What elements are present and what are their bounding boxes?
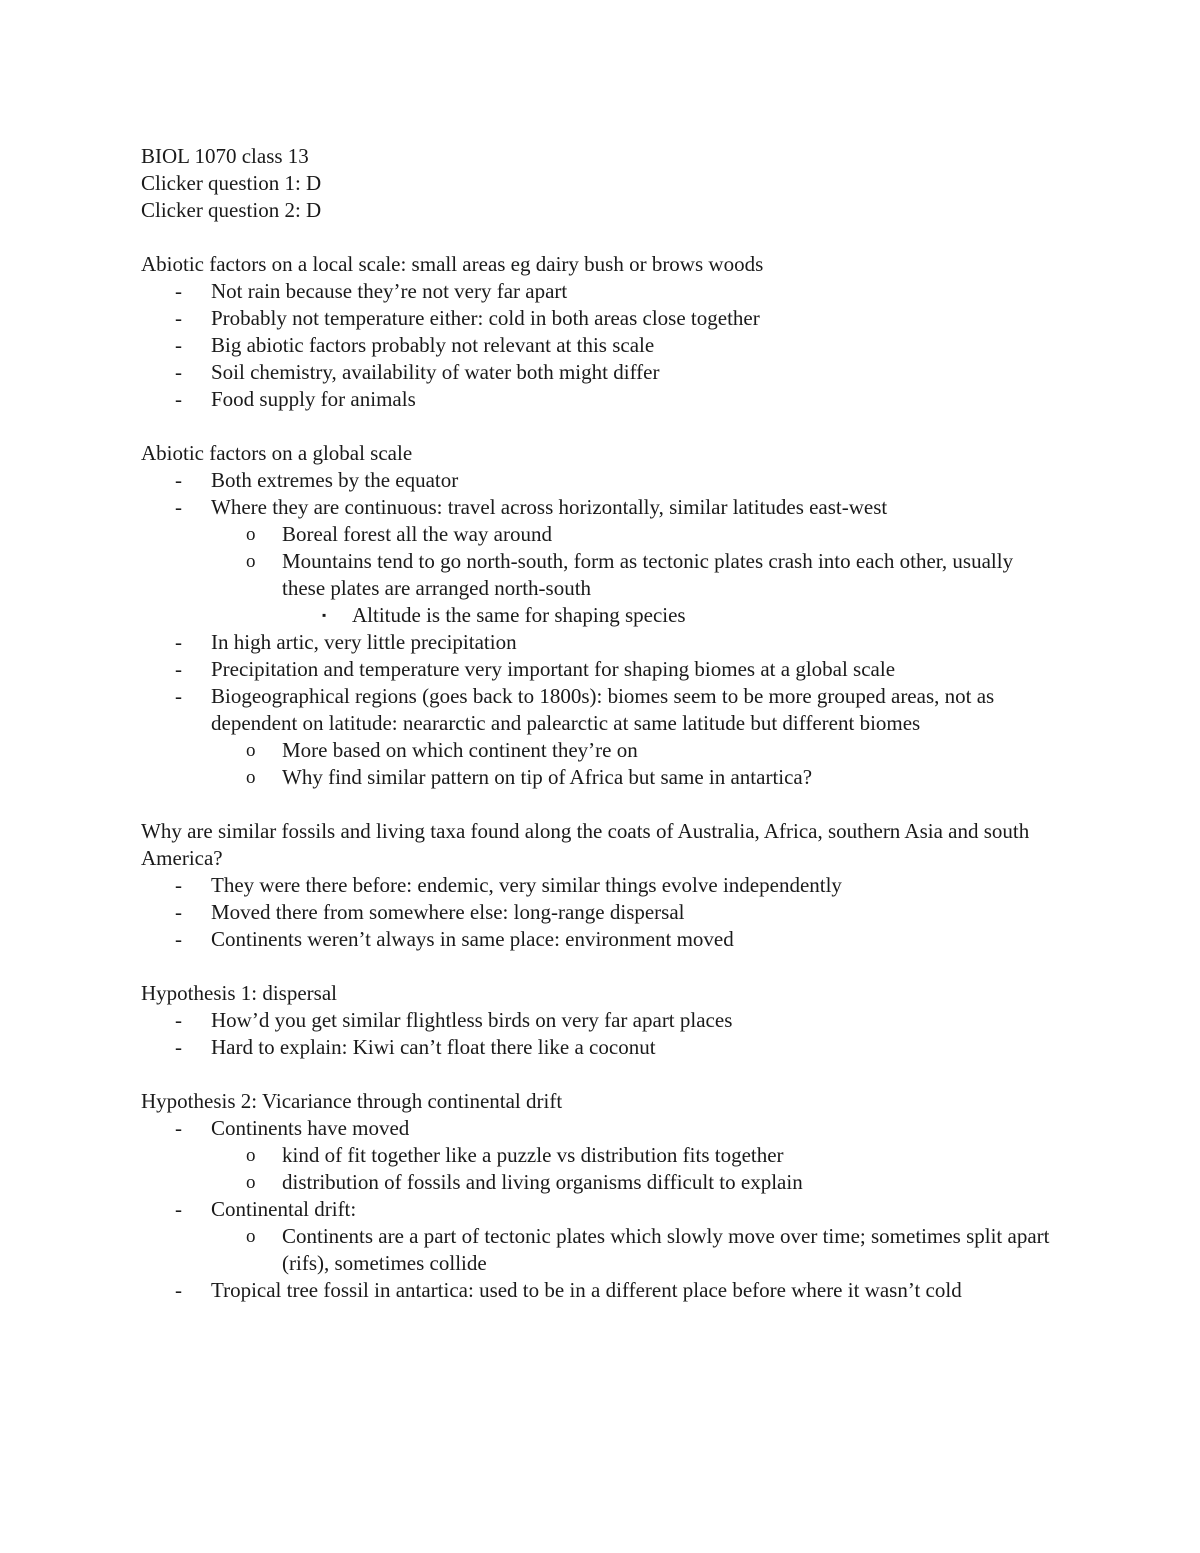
- clicker-section: [141, 170, 1061, 224]
- list-item-text: Soil chemistry, availability of water both might differ: [211, 360, 660, 384]
- section-heading: Why are similar fossils and living taxa found along the coats of Australia, Africa, southern Asia and south America?: [141, 819, 1030, 870]
- list-item-text: How’d you get similar flightless birds on very far apart places: [211, 1008, 733, 1032]
- section-heading: Hypothesis 2: Vicariance through continental drift: [141, 1089, 563, 1113]
- dash-marker: -: [175, 495, 182, 519]
- clicker-answer-1: Clicker question 1: D: [141, 171, 322, 195]
- list-item: [141, 305, 1061, 332]
- dash-marker: -: [175, 468, 182, 492]
- list-item-text: Continents have moved: [211, 1116, 410, 1140]
- list-item-text: Precipitation and temperature very important for shaping biomes at a global scale: [211, 657, 896, 681]
- circle-marker: o: [246, 740, 256, 761]
- sub-list-item: [141, 521, 1061, 548]
- fossils-section: [141, 818, 1061, 953]
- list-item-text: Tropical tree fossil in antartica: used to be in a different place before where it wasn’t cold: [211, 1278, 962, 1302]
- list-item-text: Big abiotic factors probably not relevant at this scale: [211, 333, 655, 357]
- dash-marker: -: [175, 1278, 182, 1302]
- circle-marker: o: [246, 1172, 256, 1193]
- list-item-text: Not rain because they’re not very far apart: [211, 279, 568, 303]
- sub-list: [211, 1223, 1061, 1277]
- list-item-text: Hard to explain: Kiwi can’t float there like a coconut: [211, 1035, 656, 1059]
- dash-marker: -: [175, 1035, 182, 1059]
- bullet-list: [141, 467, 1061, 791]
- bullet-list: [141, 278, 1061, 413]
- circle-marker: o: [246, 1226, 256, 1247]
- dash-marker: -: [175, 630, 182, 654]
- dash-marker: -: [175, 927, 182, 951]
- sub-list: [211, 521, 1061, 629]
- sub-list-item-text: Why find similar pattern on tip of Africa but same in antartica?: [282, 765, 813, 789]
- bullet-list: [141, 1115, 1061, 1304]
- bullet-list: [141, 872, 1061, 953]
- list-item: [141, 386, 1061, 413]
- section-heading: Abiotic factors on a local scale: small areas eg dairy bush or brows woods: [141, 252, 764, 276]
- hypothesis-2-section: [141, 1088, 1061, 1304]
- section-heading: Abiotic factors on a global scale: [141, 441, 413, 465]
- list-item-text: Moved there from somewhere else: long-range dispersal: [211, 900, 685, 924]
- sub-sub-list-item-text: Altitude is the same for shaping species: [352, 603, 686, 627]
- sub-list-item: [141, 737, 1061, 764]
- square-marker: ▪: [322, 608, 327, 622]
- sub-list-item: [141, 1142, 1061, 1169]
- list-item-text: Continental drift:: [211, 1197, 357, 1221]
- circle-marker: o: [246, 524, 256, 545]
- list-item-text: Probably not temperature either: cold in both areas close together: [211, 306, 760, 330]
- sub-list: [211, 1142, 1061, 1196]
- sub-list-item-text: More based on which continent they’re on: [282, 738, 638, 762]
- sub-list-item: [141, 548, 1061, 629]
- list-item: [141, 278, 1061, 305]
- list-item: [141, 899, 1061, 926]
- sub-list-item: [141, 1223, 1061, 1277]
- list-item: [141, 872, 1061, 899]
- circle-marker: o: [246, 1145, 256, 1166]
- list-item: [141, 629, 1061, 656]
- list-item: [141, 494, 1061, 629]
- sub-list-item-text: distribution of fossils and living organisms difficult to explain: [282, 1170, 803, 1194]
- hypothesis-1-section: [141, 980, 1061, 1061]
- list-item-text: Both extremes by the equator: [211, 468, 459, 492]
- dash-marker: -: [175, 387, 182, 411]
- sub-sub-list-item: [141, 602, 1061, 629]
- list-item: [141, 1034, 1061, 1061]
- sub-list: [211, 737, 1061, 791]
- sub-list-item-text: Continents are a part of tectonic plates which slowly move over time; sometimes split apart (rifs), sometimes collide: [282, 1224, 1050, 1275]
- sub-sub-list: [282, 602, 1061, 629]
- dash-marker: -: [175, 1008, 182, 1032]
- dash-marker: -: [175, 873, 182, 897]
- sub-list-item: [141, 764, 1061, 791]
- circle-marker: o: [246, 767, 256, 788]
- global-scale-section: [141, 440, 1061, 791]
- list-item-text: Where they are continuous: travel across horizontally, similar latitudes east-west: [211, 495, 888, 519]
- list-item-text: Food supply for animals: [211, 387, 416, 411]
- dash-marker: -: [175, 657, 182, 681]
- dash-marker: -: [175, 684, 182, 708]
- circle-marker: o: [246, 551, 256, 572]
- list-item: [141, 683, 1061, 791]
- sub-list-item-text: kind of fit together like a puzzle vs distribution fits together: [282, 1143, 784, 1167]
- dash-marker: -: [175, 1116, 182, 1140]
- local-scale-section: [141, 251, 1061, 413]
- dash-marker: -: [175, 306, 182, 330]
- sub-list-item-text: Mountains tend to go north-south, form as tectonic plates crash into each other, usually these plates are arranged north-south: [282, 549, 1014, 600]
- sub-list-item: [141, 1169, 1061, 1196]
- list-item-text: In high artic, very little precipitation: [211, 630, 517, 654]
- list-item: [141, 332, 1061, 359]
- dash-marker: -: [175, 333, 182, 357]
- dash-marker: -: [175, 360, 182, 384]
- list-item-text: Biogeographical regions (goes back to 1800s): biomes seem to be more grouped areas, not as dependent on latitude: neararctic and palearctic at same latitude but different biomes: [211, 684, 995, 735]
- dash-marker: -: [175, 1197, 182, 1221]
- list-item: [141, 1277, 1061, 1304]
- dash-marker: -: [175, 900, 182, 924]
- list-item-text: Continents weren’t always in same place: environment moved: [211, 927, 734, 951]
- section-heading: Hypothesis 1: dispersal: [141, 981, 337, 1005]
- dash-marker: -: [175, 279, 182, 303]
- list-item: [141, 1115, 1061, 1196]
- list-item: [141, 926, 1061, 953]
- list-item: [141, 656, 1061, 683]
- clicker-answer-2: Clicker question 2: D: [141, 198, 322, 222]
- list-item: [141, 1196, 1061, 1277]
- page-title: BIOL 1070 class 13: [141, 144, 309, 168]
- bullet-list: [141, 1007, 1061, 1061]
- sub-list-item-text: Boreal forest all the way around: [282, 522, 552, 546]
- list-item-text: They were there before: endemic, very similar things evolve independently: [211, 873, 842, 897]
- list-item: [141, 1007, 1061, 1034]
- list-item: [141, 467, 1061, 494]
- list-item: [141, 359, 1061, 386]
- document-page: [141, 143, 1061, 1331]
